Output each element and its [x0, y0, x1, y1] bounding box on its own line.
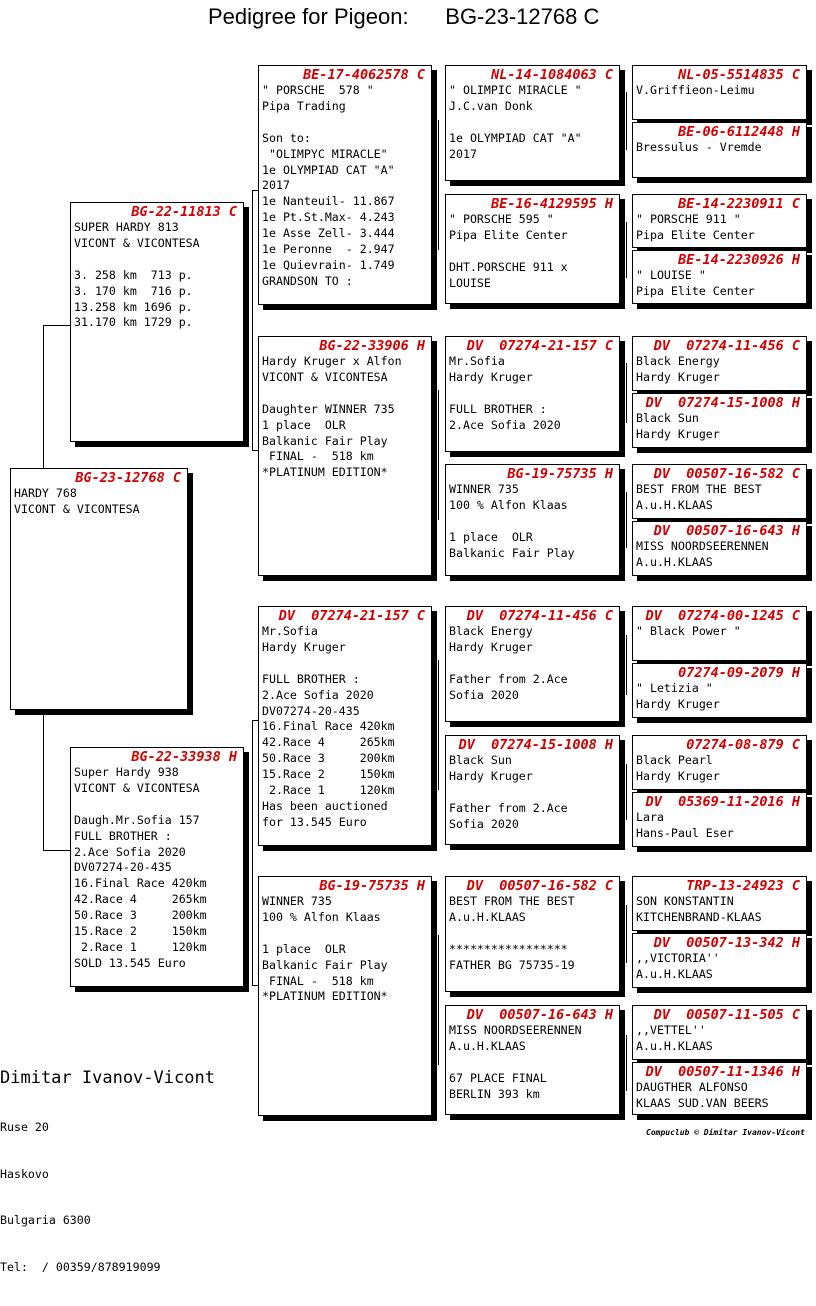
pedigree-box-dam-dam	[258, 876, 432, 1116]
info-line: Son to:	[262, 130, 311, 145]
info-line: Black Sun	[636, 411, 699, 425]
pedigree-box-sire-sire	[258, 65, 432, 305]
info-line: A.u.H.KLAAS	[636, 497, 713, 512]
info-line: 1e OLYMPIAD CAT "A"	[262, 162, 395, 177]
footer-credit: Compuclub © Dimitar Ivanov-Vicont	[646, 1128, 805, 1137]
info-line: " PORSCHE 595 "	[449, 212, 554, 226]
info-line: KITCHENBRAND-KLAAS	[636, 909, 762, 924]
info-line: Hardy Kruger	[636, 768, 720, 783]
info-line: 15.Race 2 150km	[262, 767, 395, 782]
connector-line	[43, 325, 44, 468]
pigeon-info	[446, 354, 619, 434]
info-line: Balkanic Fair Play	[449, 545, 575, 560]
info-line: 1e Nanteuil- 11.867	[262, 194, 395, 209]
info-line: DV07274-20-435	[74, 860, 172, 875]
pedigree-box-g6	[632, 393, 807, 448]
pigeon-info	[446, 1023, 619, 1103]
ring-number: DV 07274-11-456 C	[653, 338, 800, 354]
info-line: 16.Final Race 420km	[74, 876, 207, 891]
title-label: Pedigree for Pigeon:	[208, 4, 409, 29]
connector-line	[626, 363, 627, 423]
pedigree-box-root	[10, 468, 188, 710]
connector-line	[626, 1035, 627, 1091]
info-line	[262, 386, 428, 402]
info-line: 2017	[262, 178, 290, 193]
connector-line	[438, 390, 439, 520]
info-line: Has been auctioned	[262, 798, 388, 813]
info-line: 1e Asse Zell- 3.444	[262, 226, 395, 241]
pigeon-info	[633, 140, 806, 156]
info-line	[262, 926, 428, 942]
info-line	[449, 1055, 616, 1071]
info-line: Pipa Trading	[262, 98, 346, 113]
ring-number: DV 00507-16-582 C	[653, 466, 800, 482]
owner-address-line: Ruse 20	[0, 1120, 49, 1134]
pigeon-info	[633, 83, 806, 99]
connector-line	[438, 660, 439, 790]
info-line	[449, 115, 616, 131]
info-line: 1 place OLR	[449, 529, 533, 544]
info-line: Hardy Kruger	[636, 369, 720, 384]
pigeon-info	[446, 482, 619, 562]
info-line: FULL BROTHER :	[449, 401, 547, 416]
pigeon-info	[633, 212, 806, 244]
info-line: Pipa Elite Center	[449, 227, 568, 242]
info-line: BEST FROM THE BEST	[449, 894, 575, 908]
pigeon-info	[259, 354, 431, 481]
info-line: 50.Race 3 200km	[262, 751, 395, 766]
ring-number: BG-19-75735 H	[507, 466, 613, 482]
connector-line	[252, 720, 253, 860]
ring-number: DV 07274-21-157 C	[278, 608, 425, 624]
info-line: Bressulus - Vremde	[636, 140, 762, 154]
info-line: 1e Quievrain- 1.749	[262, 257, 395, 272]
info-line: 100 % Alfon Klaas	[449, 497, 568, 512]
connector-line	[626, 92, 627, 150]
info-line: GRANDSON TO :	[262, 273, 353, 288]
info-line: *****************	[449, 941, 568, 956]
info-line	[449, 926, 616, 942]
ring-number: BE-06-6112448 H	[678, 124, 800, 140]
ring-number: DV 07274-00-1245 C	[645, 608, 800, 624]
pigeon-info	[446, 753, 619, 833]
info-line: FINAL - 518 km	[262, 449, 374, 464]
pigeon-info	[633, 539, 806, 571]
ring-number: BE-14-2230926 H	[678, 252, 800, 268]
info-line: A.u.H.KLAAS	[449, 1038, 526, 1053]
ring-number: DV 00507-11-1346 H	[645, 1064, 800, 1080]
ring-number: BG-23-12768 C	[75, 470, 181, 486]
pigeon-info	[633, 753, 806, 785]
info-line: Mr.Sofia	[262, 624, 318, 638]
info-line: 1 place OLR	[262, 417, 346, 432]
connector-line	[626, 635, 627, 695]
info-line	[449, 386, 616, 402]
pigeon-info	[446, 624, 619, 704]
info-line: Daughter WINNER 735	[262, 401, 395, 416]
ring-number: DV 00507-13-342 H	[653, 935, 800, 951]
pedigree-box-g4	[632, 250, 807, 304]
pedigree-box-dsd	[445, 735, 620, 845]
info-line	[262, 656, 428, 672]
owner-address-line: Haskovo	[0, 1166, 49, 1181]
info-line: 2017	[449, 146, 477, 161]
info-line: 67 PLACE FINAL	[449, 1070, 547, 1085]
ring-number: DV 05369-11-2016 H	[645, 794, 800, 810]
ring-number: BE-14-2230911 C	[678, 196, 800, 212]
info-line: Hardy Kruger	[449, 768, 533, 783]
info-line	[449, 244, 616, 260]
pedigree-box-g8	[632, 521, 807, 576]
info-line: 2.Race 1 120km	[262, 783, 395, 798]
info-line: SON KONSTANTIN	[636, 894, 734, 908]
info-line: VICONT & VICONTESA	[14, 501, 140, 516]
info-line: " PORSCHE 578 "	[262, 83, 374, 97]
pigeon-info	[633, 681, 806, 713]
pedigree-box-dam-sire	[258, 606, 432, 846]
info-line: DV07274-20-435	[262, 703, 360, 718]
info-line: "OLIMPYC MIRACLE"	[262, 146, 388, 161]
info-line: Hardy Kruger	[262, 639, 346, 654]
pedigree-box-sds	[445, 336, 620, 452]
pedigree-box-g1	[632, 65, 807, 120]
info-line: 2.Ace Sofia 2020	[74, 844, 186, 859]
info-line	[262, 115, 428, 131]
ring-number: BG-22-33938 H	[131, 749, 237, 765]
info-line: Black Pearl	[636, 753, 713, 767]
connector-line	[43, 710, 44, 850]
info-line: " LOUISE "	[636, 268, 706, 282]
info-line: 42.Race 4 265km	[262, 735, 395, 750]
title-ring: BG-23-12768 C	[445, 4, 600, 29]
pigeon-info	[633, 1080, 806, 1112]
info-line: VICONT & VICONTESA	[74, 780, 200, 795]
info-line: MISS NOORDSEERENNEN	[449, 1023, 582, 1037]
info-line: Hardy Kruger	[449, 639, 533, 654]
pedigree-box-sss	[445, 65, 620, 181]
ring-number: BE-17-4062578 C	[303, 67, 425, 83]
ring-number: BE-16-4129595 H	[491, 196, 613, 212]
info-line: Lara	[636, 810, 664, 824]
connector-line	[626, 905, 627, 963]
connector-line	[438, 935, 439, 1065]
info-line: for 13.545 Euro	[262, 814, 367, 829]
info-line: KLAAS SUD.VAN BEERS	[636, 1095, 769, 1110]
pigeon-info	[633, 810, 806, 842]
info-line: Hardy Kruger	[636, 426, 720, 441]
info-line: 13.258 km 1696 p.	[74, 299, 193, 314]
ring-number: DV 07274-15-1008 H	[645, 395, 800, 411]
info-line: Black Energy	[449, 624, 533, 638]
info-line: SUPER HARDY 813	[74, 220, 179, 234]
pedigree-box-ddd	[445, 1005, 620, 1115]
info-line: VICONT & VICONTESA	[262, 369, 388, 384]
page-title	[208, 4, 599, 30]
pedigree-box-g13	[632, 876, 807, 931]
info-line	[449, 656, 616, 672]
info-line: WINNER 735	[262, 894, 332, 908]
owner-address-line: Bulgaria 6300	[0, 1213, 91, 1227]
info-line: 16.Final Race 420km	[262, 719, 395, 734]
pigeon-info	[633, 354, 806, 386]
info-line: FULL BROTHER :	[262, 671, 360, 686]
info-line: LOUISE	[449, 275, 491, 290]
pedigree-box-g10	[632, 663, 807, 718]
pigeon-info	[633, 1023, 806, 1055]
pedigree-box-ssd	[445, 194, 620, 304]
info-line: Hans-Paul Eser	[636, 825, 734, 840]
info-line: 31.170 km 1729 p.	[74, 315, 193, 330]
info-line: *PLATINUM EDITION*	[262, 989, 388, 1004]
info-line: 3. 258 km 713 p.	[74, 267, 193, 282]
ring-number: BG-19-75735 H	[319, 878, 425, 894]
pigeon-info	[446, 894, 619, 974]
connector-line	[438, 120, 439, 250]
info-line: Daugh.Mr.Sofia 157	[74, 812, 200, 827]
info-line: Father from 2.Ace	[449, 800, 568, 815]
info-line: ,,VETTEL''	[636, 1023, 706, 1037]
ring-number: DV 00507-11-505 C	[653, 1007, 800, 1023]
info-line: 100 % Alfon Klaas	[262, 909, 381, 924]
info-line	[449, 785, 616, 801]
ring-number: DV 00507-16-582 C	[466, 878, 613, 894]
pedigree-box-g3	[632, 194, 807, 248]
pigeon-info	[446, 212, 619, 292]
info-line: FINAL - 518 km	[262, 973, 374, 988]
info-line: 1e Pt.St.Max- 4.243	[262, 210, 395, 225]
info-line: BERLIN 393 km	[449, 1086, 540, 1101]
info-line: Hardy Kruger	[449, 369, 533, 384]
pigeon-info	[11, 486, 187, 518]
pigeon-info	[633, 268, 806, 300]
info-line: " PORSCHE 911 "	[636, 212, 741, 226]
info-line	[74, 252, 240, 268]
connector-line	[252, 850, 253, 985]
ring-number: TRP-13-24923 C	[686, 878, 800, 894]
info-line: 2.Ace Sofia 2020	[449, 417, 561, 432]
pedigree-box-g15	[632, 1005, 807, 1060]
info-line: Sofia 2020	[449, 687, 519, 702]
info-line: V.Griffieon-Leimu	[636, 83, 755, 97]
ring-number: DV 00507-16-643 H	[653, 523, 800, 539]
info-line: Super Hardy 938	[74, 765, 179, 779]
pedigree-box-g5	[632, 336, 807, 391]
pigeon-info	[633, 482, 806, 514]
pigeon-info	[259, 624, 431, 831]
pedigree-box-dds	[445, 876, 620, 992]
pedigree-box-g2	[632, 122, 807, 178]
ring-number: NL-05-5514835 C	[678, 67, 800, 83]
info-line: J.C.van Donk	[449, 98, 533, 113]
info-line: SOLD 13.545 Euro	[74, 955, 186, 970]
pigeon-info	[633, 411, 806, 443]
info-line: BEST FROM THE BEST	[636, 482, 762, 496]
ring-number: BG-22-11813 C	[131, 204, 237, 220]
info-line: A.u.H.KLAAS	[636, 554, 713, 569]
owner-name: Dimitar Ivanov-Vicont	[0, 1068, 215, 1088]
pigeon-info	[259, 894, 431, 1005]
info-line: 2.Ace Sofia 2020	[262, 687, 374, 702]
ring-number: 07274-09-2079 H	[678, 665, 800, 681]
info-line: Hardy Kruger x Alfon	[262, 354, 402, 368]
ring-number: DV 07274-11-456 C	[466, 608, 613, 624]
info-line: 1 place OLR	[262, 941, 346, 956]
info-line: Mr.Sofia	[449, 354, 505, 368]
connector-line	[43, 325, 70, 326]
ring-number: DV 00507-16-643 H	[466, 1007, 613, 1023]
pigeon-info	[633, 951, 806, 983]
info-line: " Black Power "	[636, 624, 741, 638]
info-line: Black Sun	[449, 753, 512, 767]
info-line: Sofia 2020	[449, 816, 519, 831]
ring-number: DV 07274-21-157 C	[466, 338, 613, 354]
pedigree-box-sire	[70, 202, 244, 442]
connector-line	[626, 222, 627, 278]
ring-number: 07274-08-879 C	[686, 737, 800, 753]
pedigree-box-g12	[632, 792, 807, 847]
info-line: 3. 170 km 716 p.	[74, 283, 193, 298]
info-line: 50.Race 3 200km	[74, 908, 207, 923]
info-line: Balkanic Fair Play	[262, 957, 388, 972]
info-line: Father from 2.Ace	[449, 671, 568, 686]
pedigree-box-dss	[445, 606, 620, 722]
pigeon-info	[71, 220, 243, 331]
connector-line	[626, 764, 627, 820]
info-line: Pipa Elite Center	[636, 227, 755, 242]
pigeon-info	[446, 83, 619, 163]
ring-number: BG-22-33906 H	[319, 338, 425, 354]
info-line: ,,VICTORIA''	[636, 951, 720, 965]
connector-line	[252, 190, 253, 330]
info-line: DHT.PORSCHE 911 x	[449, 259, 568, 274]
info-line: " OLIMPIC MIRACLE "	[449, 83, 582, 97]
pigeon-info	[71, 765, 243, 972]
pedigree-box-dam	[70, 747, 244, 987]
info-line: 2.Race 1 120km	[74, 939, 207, 954]
info-line: Pipa Elite Center	[636, 283, 755, 298]
info-line	[449, 514, 616, 530]
info-line: MISS NOORDSEERENNEN	[636, 539, 769, 553]
info-line: A.u.H.KLAAS	[636, 966, 713, 981]
pigeon-info	[633, 894, 806, 926]
info-line: " Letizia "	[636, 681, 713, 695]
info-line: A.u.H.KLAAS	[636, 1038, 713, 1053]
info-line: FATHER BG 75735-19	[449, 957, 575, 972]
connector-line	[626, 492, 627, 548]
pigeon-info	[259, 83, 431, 290]
connector-line	[252, 325, 253, 450]
owner-phone: Tel: / 00359/878919099	[0, 1259, 161, 1274]
connector-line	[43, 850, 70, 851]
info-line: VICONT & VICONTESA	[74, 235, 200, 250]
ring-number: NL-14-1084063 C	[491, 67, 613, 83]
info-line: FULL BROTHER :	[74, 828, 172, 843]
pigeon-info	[633, 624, 806, 640]
ring-number: DV 07274-15-1008 H	[458, 737, 613, 753]
info-line: Balkanic Fair Play	[262, 433, 388, 448]
info-line: DAUGTHER ALFONSO	[636, 1080, 748, 1094]
info-line: Hardy Kruger	[636, 696, 720, 711]
info-line	[74, 797, 240, 813]
pedigree-box-g14	[632, 933, 807, 988]
owner-block	[0, 1036, 215, 1306]
info-line: *PLATINUM EDITION*	[262, 465, 388, 480]
pedigree-box-g7	[632, 464, 807, 519]
info-line: Black Energy	[636, 354, 720, 368]
info-line: A.u.H.KLAAS	[449, 909, 526, 924]
info-line: 42.Race 4 265km	[74, 892, 207, 907]
pedigree-box-sdd	[445, 464, 620, 576]
pedigree-box-sire-dam	[258, 336, 432, 576]
info-line: WINNER 735	[449, 482, 519, 496]
info-line: 1e OLYMPIAD CAT "A"	[449, 130, 582, 145]
pedigree-box-g11	[632, 735, 807, 790]
info-line: 1e Peronne - 2.947	[262, 242, 395, 257]
info-line: 15.Race 2 150km	[74, 924, 207, 939]
pedigree-box-g9	[632, 606, 807, 661]
pedigree-box-g16	[632, 1062, 807, 1115]
info-line: HARDY 768	[14, 486, 77, 500]
